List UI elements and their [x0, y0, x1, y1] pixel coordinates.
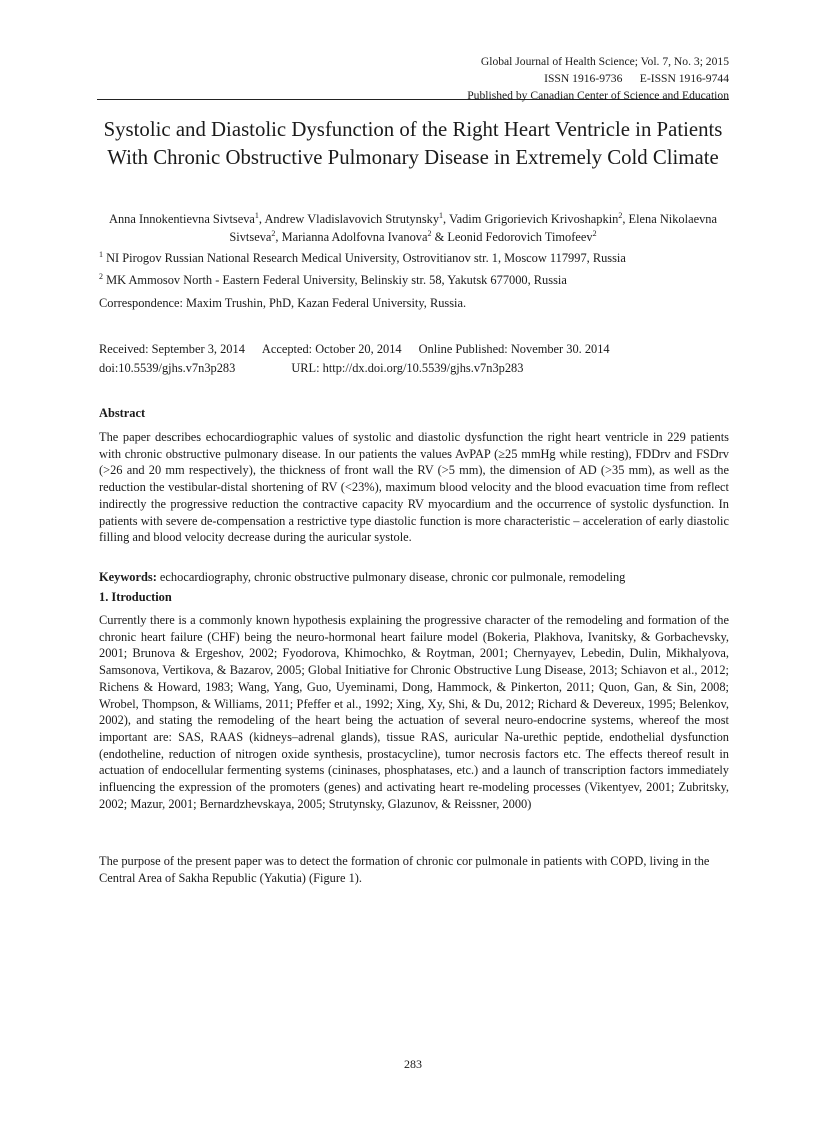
- author-name: Elena Nikolaevna Sivtseva: [229, 212, 717, 244]
- author-separator: ,: [275, 229, 282, 244]
- affiliation-2: [99, 272, 729, 289]
- author-separator: ,: [443, 212, 450, 226]
- affiliation-mark: 1: [99, 249, 103, 259]
- accepted-date: Accepted: October 20, 2014: [261, 342, 402, 356]
- author-affil-mark: 2: [618, 210, 623, 220]
- author-name: Andrew Vladislavovich Strutynsky: [264, 212, 440, 226]
- received-date: Received: September 3, 2014: [99, 342, 245, 356]
- article-title: Systolic and Diastolic Dysfunction of the Right Heart Ventricle in Patients With Chronic Obstructive Pulmonary Disease in Extremely Cold Climate: [103, 118, 723, 169]
- author-affil-mark: 2: [592, 228, 597, 238]
- author-name: Leonid Fedorovich Timofeev: [447, 229, 593, 244]
- author-separator: &: [431, 229, 448, 244]
- author-affil-mark: 1: [254, 210, 259, 220]
- author-separator: ,: [622, 212, 629, 226]
- issn-line: ISSN 1916-9736 E-ISSN 1916-9744: [544, 72, 729, 85]
- doi: doi:10.5539/gjhs.v7n3p283: [99, 361, 236, 375]
- publisher-line: Published by Canadian Center of Science and Education: [467, 89, 729, 102]
- doi-url-link[interactable]: URL: http://dx.doi.org/10.5539/gjhs.v7n3p283: [291, 361, 524, 375]
- author-affil-mark: 2: [427, 228, 432, 238]
- journal-line: Global Journal of Health Science; Vol. 7, No. 3; 2015: [480, 55, 729, 68]
- abstract-body: The paper describes echocardiographic values of systolic and diastolic dysfunction the right heart ventricle in 229 patients with chronic obstructive pulmonary disease. In our patients the values AvPAP (≥25 mmHg while resting), FDDrv and FSDrv (>26 and 20 mm respectively), the thickness of front wall the RV (>5 mm), the dimension of AD (>35 mm), as well as the reduction the vestibular-distal shortening of RV (<23%), maximum blood velocity and the blood evacuation time from reflect indirectly the progressive reduction the contractive capacity RV myocardium and the occurrence of systolic dysfunction. In patients with severe de-compensation a restrictive type diastolic function is more characteristic – acceleration of early diastolic filling and blood velocity decrease during the auricular systole.: [99, 430, 729, 545]
- abstract-heading: Abstract: [99, 406, 146, 420]
- page-number: 283: [404, 1057, 422, 1071]
- author-affil-mark: 2: [271, 228, 276, 238]
- author-name: Vadim Grigorievich Krivoshapkin: [449, 212, 619, 226]
- correspondence: Correspondence: Maxim Trushin, PhD, Kazan Federal University, Russia.: [99, 296, 467, 310]
- author-name: Marianna Adolfovna Ivanova: [281, 229, 428, 244]
- keywords-text: echocardiography, chronic obstructive pulmonary disease, chronic cor pulmonale, remodeling: [156, 570, 626, 584]
- affiliation-text: NI Pirogov Russian National Research Medical University, Ostrovitianov str. 1, Moscow 117997, Russia: [106, 251, 626, 265]
- keywords: [99, 569, 729, 586]
- online-published-date: Online Published: November 30. 2014: [418, 342, 610, 356]
- affiliation-mark: 2: [99, 271, 103, 281]
- author-affil-mark: 1: [439, 210, 444, 220]
- introduction-paragraph-1: Currently there is a commonly known hypothesis explaining the progressive character of the remodeling and formation of the chronic heart failure (CHF) being the neuro-hormonal heart failure model (Bokeria, Plakhova, Ivanitsky, & Gorbachevsky, 2001; Brunova & Ergeshov, 2002; Fyodorova, Khimochko, & Roytman, 2001; Chernyayev, Lebedin, Dulin, Mikhalyova, Samsonova, Vertikova, & Bazarov, 2005; Global Initiative for Chronic Obstructive Lung Disease, 2013; Schiavon et al., 2012; Richens & Howard, 1983; Wang, Yang, Guo, Uyeminami, Dong, Hammock, & Pinkerton, 2011; Quon, Gan, & Sin, 2008; Wrobel, Thompson, & Williams, 2011; Pfeffer et al., 1992; Xing, Xy, Shi, & Du, 2012; Richard & Devereux, 1995; Belenkov, 2002), and stating the remodeling of the heart being the actuation of several neuro-endocrine systems, whereof the most important are: SAS, RAAS (kidneys–adrenal glands), tissue RAS, auricular Na-urethic peptide, endothelial dysfunction (endotheline, reduction of nitrogen oxide synthesis, prostacycline), tumor necrosis factors etc. The effects thereof result in actuation of endocellular fermenting systems (cininases, phosphatases, etc.) and a launch of transcription factors immediately influencing the expression of the promoters (genes) and activating heart re-modeling processes (Vikentyev, 2001; Zubritsky, 2002; Mazur, 2001; Bernardzhevskaya, 2005; Strutynsky, Glazunov, & Reissner, 2000): [99, 613, 729, 811]
- running-header: [229, 53, 729, 104]
- author-name: Anna Innokentievna Sivtseva: [109, 212, 255, 226]
- header-rule: [97, 99, 729, 100]
- introduction-heading: 1. Itroduction: [99, 590, 172, 604]
- keywords-label: Keywords:: [99, 570, 157, 584]
- affiliation-text: MK Ammosov North - Eastern Federal University, Belinskiy str. 58, Yakutsk 677000, Russia: [106, 273, 567, 287]
- author-separator: ,: [258, 212, 265, 226]
- affiliation-1: [99, 250, 729, 267]
- author-list: [97, 211, 729, 246]
- introduction-paragraph-2: The purpose of the present paper was to detect the formation of chronic cor pulmonale in patients with COPD, living in the Central Area of Sakha Republic (Yakutia) (Figure 1).: [99, 854, 710, 885]
- publication-dates: [99, 340, 729, 378]
